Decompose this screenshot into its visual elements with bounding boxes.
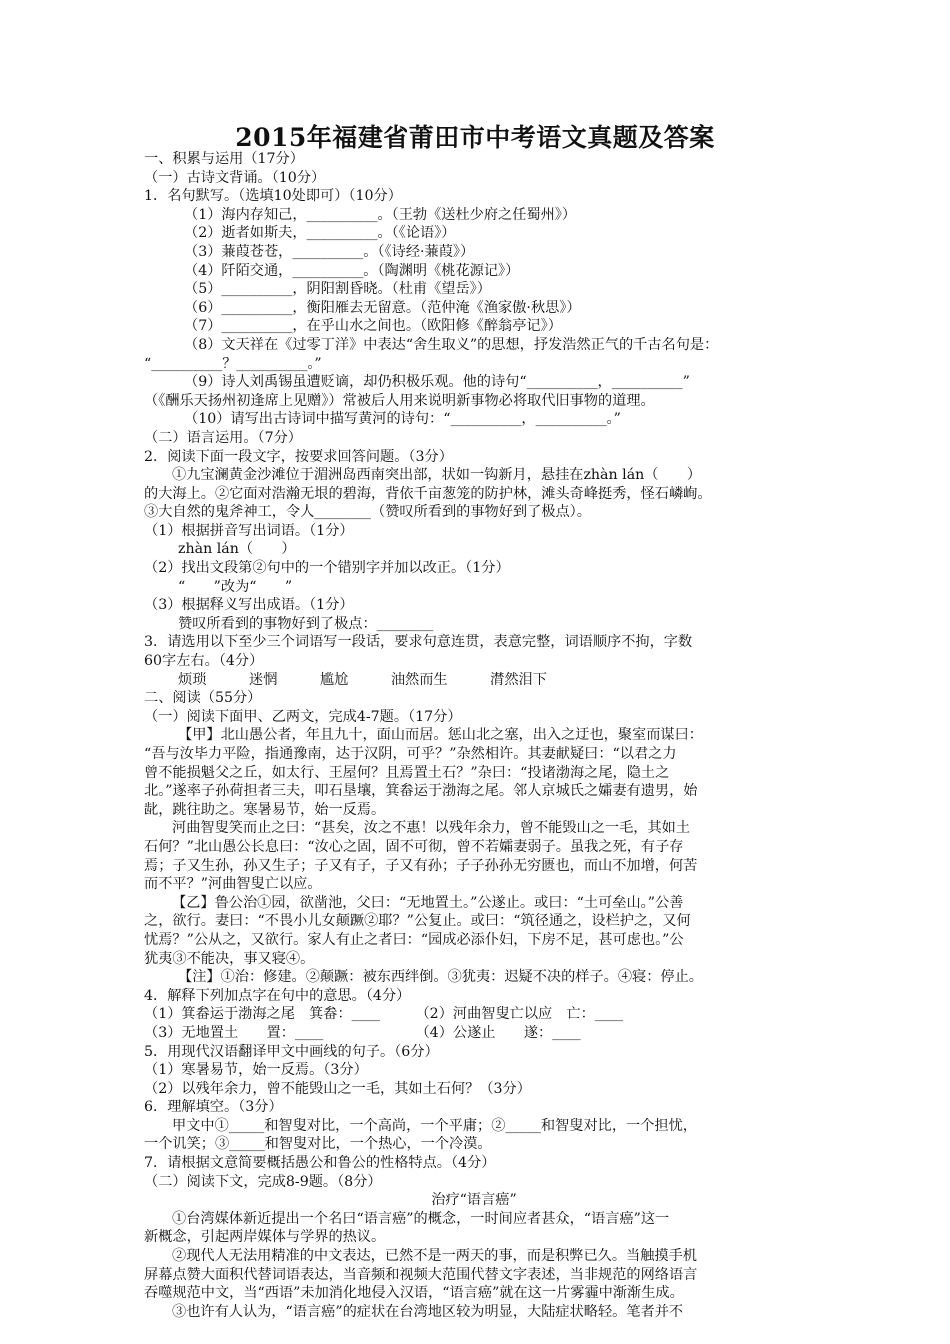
question-item: （9）诗人刘禹锡虽遭贬谪，却仍积极乐观。他的诗句“__________，__________” (184, 374, 690, 391)
question-item: （4）阡陌交通，__________。（陶渊明《桃花源记》） (184, 262, 520, 279)
question-item: 甲文中①_____和智叟对比，一个高尚，一个平庸；②_____和智叟对比，一个担忧， (172, 1117, 697, 1134)
question-heading: 2．阅读下面一段文字，按要求回答问题。（3分） (144, 448, 453, 465)
question-item: （10）请写出古诗词中描写黄河的诗句：“__________，__________。” (184, 411, 621, 428)
section-heading: 二、阅读（55分） (144, 690, 262, 707)
passage-line: 焉；子又生孙，孙又生子；子又有子，子又有孙；子子孙孙无穷匮也，而山不加增，何苦 (144, 857, 698, 874)
question-item: （1）根据拼音写出词语。（1分） (144, 522, 354, 539)
question-item: （2）以残年余力，曾不能毁山之一毛，其如土石何？（3分） (144, 1080, 531, 1097)
passage-line: 石何？”北山愚公长息曰：“汝心之固，固不可彻，曾不若孀妻弱子。虽我之死，有子存 (144, 838, 684, 855)
passage-line: 忧焉？”公从之，又欲行。家人有止之者曰：“园成必添仆妇，下房不足，甚可虑也。”公 (144, 931, 684, 948)
question-item: （5）__________，阴阳割昏晓。（杜甫《望岳》） (184, 281, 491, 298)
passage-line: 【甲】北山愚公者，年且九十，面山而居。惩山北之塞，出入之迂也，聚室而谋曰： (178, 727, 703, 744)
subsection-heading: （一）阅读下面甲、乙两文，完成4-7题。（17分） (144, 708, 462, 725)
passage-line: 之，欲行。妻曰：“不畏小儿女颠蹶②耶？”公复止。或曰：“筑径通之，设栏护之，又何 (144, 913, 691, 930)
passage-line: ①台湾媒体新近提出一个名曰“语言癌”的概念，一时间应者甚众，“语言癌”这一 (172, 1210, 670, 1227)
subsection-heading: （二）语言运用。（7分） (144, 429, 302, 446)
question-item: （8）文天祥在《过零丁洋》中表达“舍生取义”的思想，抒发浩然正气的千古名句是： (184, 336, 719, 353)
answer-line: zhàn lán（ ） (178, 541, 296, 558)
passage-line: 【乙】鲁公治①园，欲凿池，父曰：“无地置土。”公遂止。或曰：“土可垒山。”公善 (172, 894, 684, 911)
question-heading: 4．解释下列加点字在句中的意思。（4分） (144, 987, 411, 1004)
passage-line: 新概念，引起两岸媒体与学界的热议。 (144, 1229, 386, 1246)
article-title: 治疗“语言癌” (431, 1192, 517, 1209)
passage-line: 龀，跳往助之。寒暑易节，始一反焉。 (144, 801, 386, 818)
passage-line: ②现代人无法用精准的中文表达，已然不是一两天的事，而是积弊已久。当触摸手机 (172, 1248, 697, 1265)
answer-line: 赞叹所看到的事物好到了极点：________ (178, 615, 434, 632)
passage-line: “吾与汝毕力平险，指通豫南，达于汉阴，可乎？”杂然相许。其妻献疑曰：“以君之力 (144, 746, 677, 762)
question-item: “__________？__________。” (144, 355, 322, 372)
answer-line: “ ”改为“ ” (178, 578, 293, 595)
passage-line: 的大海上。②它面对浩瀚无垠的碧海，背依千亩葱笼的防护林，滩头奇峰挺秀，怪石嶙峋。 (144, 485, 712, 502)
question-item: （3）无地置土 置：____ （4）公遂止 遂：____ (144, 1024, 581, 1041)
footnote: 【注】①治：修建。②颠蹶：被东西绊倒。③犹夷：迟疑不决的样子。④寝：停止。 (178, 969, 703, 986)
word-list: 烦琐 迷惘 尴尬 油然而生 潸然泪下 (178, 671, 547, 688)
question-heading: 5．用现代汉语翻译甲文中画线的句子。（6分） (144, 1043, 439, 1060)
passage-line: 吞噬规范中文，当“西语”未加消化地侵入汉语，“语言癌”就在这一片雾霾中渐渐生成。 (144, 1285, 684, 1302)
passage-line: 北。”遂率子孙荷担者三夫，叩石垦壤，箕畚运于渤海之尾。邻人京城氏之孀妻有遗男，始 (144, 783, 698, 800)
question-item: （《酬乐天扬州初逢席上见赠》）常被后人用来说明新事物必将取代旧事物的道理。 (144, 392, 655, 409)
passage-line: 曾不能损魁父之丘，如太行、王屋何？且焉置土石？”杂曰：“投诸渤海之尾，隐土之 (144, 764, 670, 781)
question-item: （7）__________，在乎山水之间也。（欧阳修《醉翁亭记》） (184, 318, 562, 335)
question-heading: 6．理解填空。（3分） (144, 1099, 283, 1116)
question-item: （1）箕畚运于渤海之尾 箕畚：____ （2）河曲智叟亡以应 亡：____ (144, 1006, 624, 1023)
passage-line: 犹夷③不能决，事又寝④。 (144, 950, 315, 967)
question-heading: 60字左右。（4分） (144, 653, 264, 670)
question-item: （3）根据释义写出成语。（1分） (144, 597, 354, 614)
question-item: （1）寒暑易节，始一反焉。（3分） (144, 1062, 368, 1079)
question-item: （2）找出文段第②句中的一个错别字并加以改正。（1分） (144, 560, 510, 577)
question-heading: 7．请根据文意简要概括愚公和鲁公的性格特点。（4分） (144, 1155, 496, 1172)
question-item: （1）海内存知己，__________。（王勃《送杜少府之任蜀州》） (184, 206, 577, 223)
question-heading: 3．请选用以下至少三个词语写一段话，要求句意连贯，表意完整，词语顺序不拘，字数 (144, 634, 693, 651)
question-item: 一个讥笑；③_____和智叟对比，一个热心，一个冷漠。 (144, 1136, 492, 1153)
subsection-heading: （一）古诗文背诵。（10分） (144, 169, 326, 186)
passage-line: ③也许有人认为，“语言癌”的症状在台湾地区较为明显，大陆症状略轻。笔者并不 (172, 1303, 684, 1320)
page-title: 2015年福建省莆田市中考语文真题及答案 (235, 123, 715, 152)
question-item: （3）蒹葭苍苍，__________。（《诗经·蒹葭》） (184, 243, 475, 260)
passage-line: 河曲智叟笑而止之曰：“甚矣，汝之不惠！以残年余力，曾不能毁山之一毛，其如土 (172, 820, 691, 837)
question-item: （6）__________，衡阳雁去无留意。（范仲淹《渔家傲·秋思》） (184, 299, 581, 316)
subsection-heading: （二）阅读下文，完成8-9题。（8分） (144, 1173, 382, 1190)
document-body (144, 150, 804, 1321)
section-heading: 一、积累与运用（17分） (144, 151, 304, 167)
passage-line: ③大自然的鬼斧神工，令人________（赞叹所看到的事物好到了极点）。 (144, 504, 591, 521)
passage-line: ①九宝澜黄金沙滩位于湄洲岛西南突出部，状如一钩新月，悬挂在zhàn lán（ ） (172, 467, 702, 484)
passage-line: 而不平？”河曲智叟亡以应。 (144, 876, 322, 893)
question-item: （2）逝者如斯夫，__________。（《论语》） (184, 225, 456, 242)
question-heading: 1．名句默写。（选填10处即可）（10分） (144, 188, 402, 205)
passage-line: 屏幕点赞大面积代替词语表达，当音频和视频大范围代替文字表述，当非规范的网络语言 (144, 1266, 698, 1283)
